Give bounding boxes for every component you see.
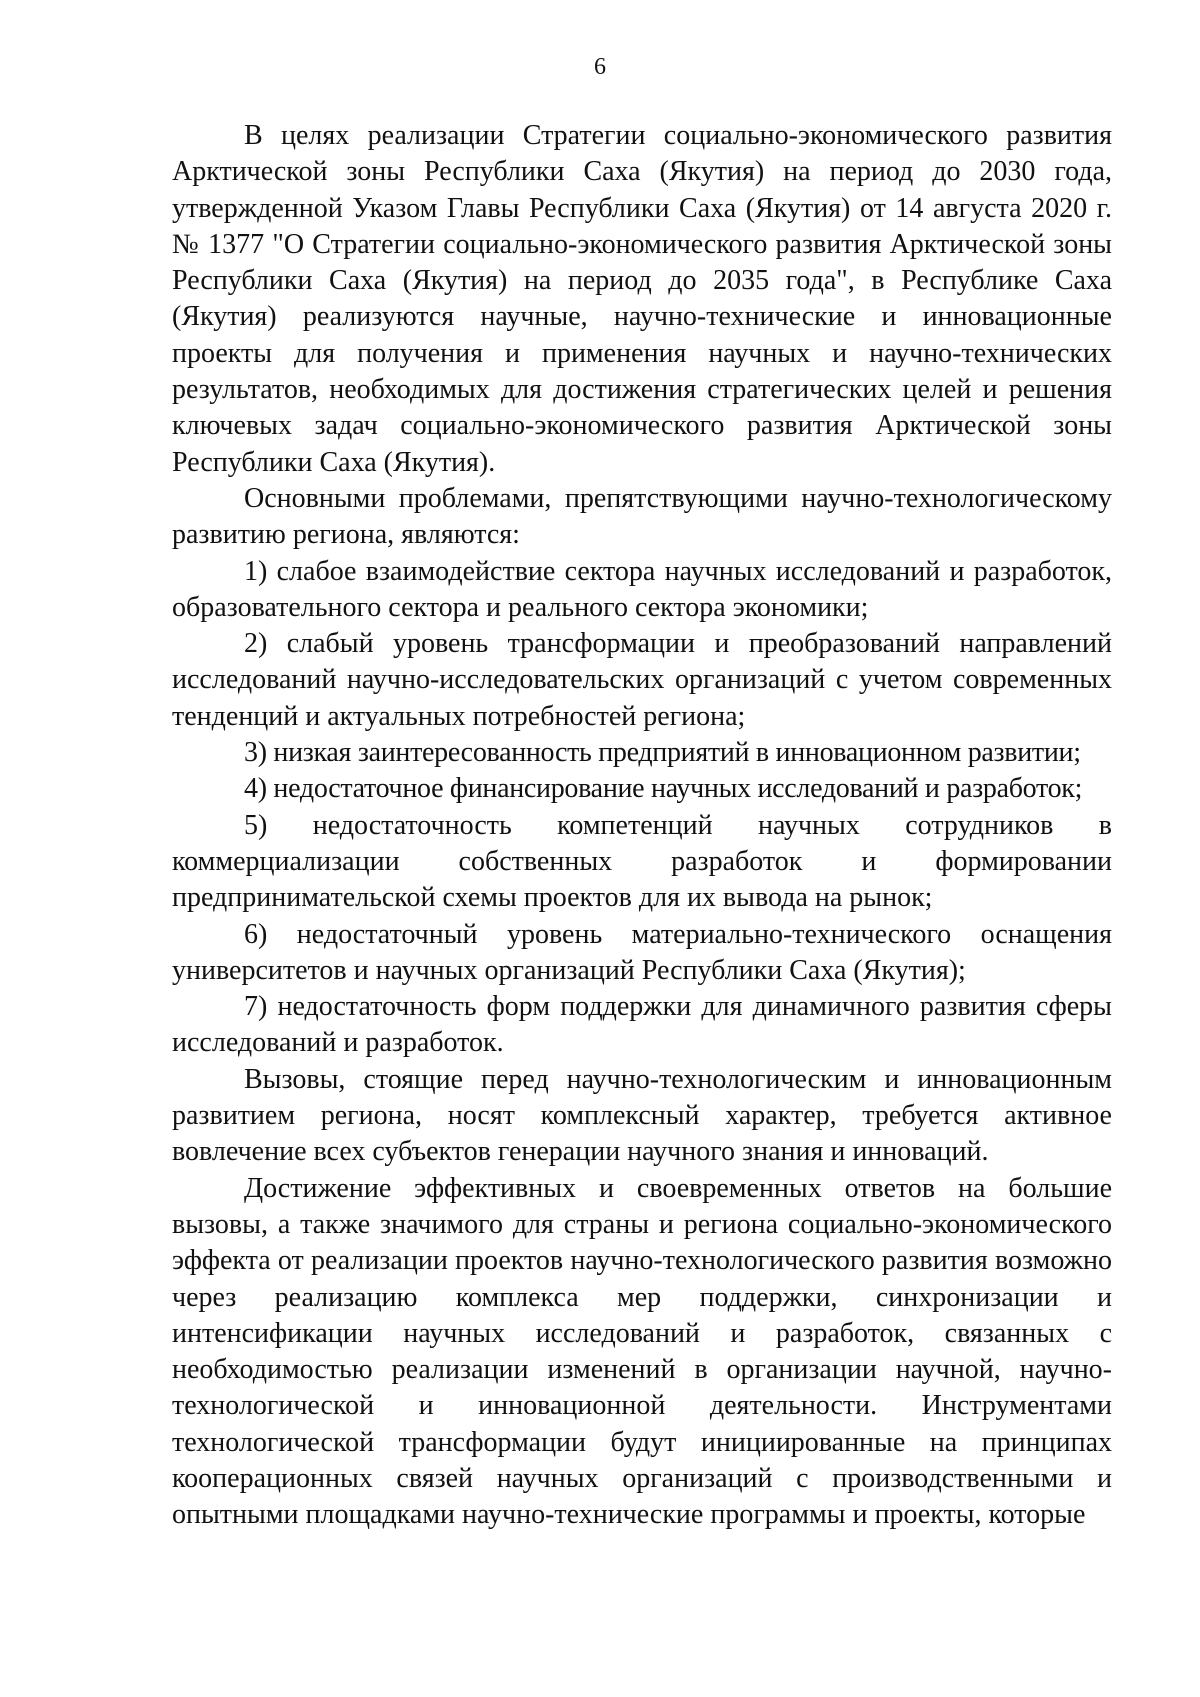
paragraph-achievement: Достижение эффективных и своевременных ответов на большие вызовы, а также значимого для страны и региона социально-экономического эффекта от реализации проектов научно-технологического развития возможно через реализацию комплекса мер поддержки, синхронизации и интенсификации научных исследований и разработок, связанных с необходимостью реализации изменений в организации научной, научно-технологической и инновационной деятельности. Инструментами технологической трансформации будут инициированные на принципах кооперационных связей научных организаций с производственными и опытными площадками научно-технические программы и проекты, которые: [172, 1172, 1112, 1531]
paragraph-strategy-intro: В целях реализации Стратегии социально-экономического развития Арктической зоны Республики Саха (Якутия) на период до 2030 года, утвержденной Указом Главы Республики Саха (Якутия) от 14 августа 2020 г. № 1377 "О Стратегии социально-экономического развития Арктической зоны Республики Саха (Якутия) на период до 2035 года", в Республике Саха (Якутия) реализуются научные, научно-технические и инновационные проекты для получения и применения научных и научно-технических результатов, необходимых для достижения стратегических целей и решения ключевых задач социально-экономического развития Арктической зоны Республики Саха (Якутия).: [172, 120, 1112, 478]
list-item-problem-1: 1) слабое взаимодействие сектора научных исследований и разработок, образовательного сектора и реального сектора экономики;: [172, 555, 1112, 623]
page-number: 6: [594, 54, 606, 80]
list-item-problem-4: 4) недостаточное финансирование научных исследований и разработок;: [244, 773, 1083, 805]
paragraph-challenges: Вызовы, стоящие перед научно-технологическим и инновационным развитием региона, носят комплексный характер, требуется активное вовлечение всех субъектов генерации научного знания и инноваций.: [172, 1063, 1112, 1168]
list-item-problem-2: 2) слабый уровень трансформации и преобразований направлений исследований научно-исследовательских организаций с учетом современных тенденций и актуальных потребностей региона;: [172, 628, 1112, 732]
list-item-problem-7: 7) недостаточность форм поддержки для динамичного развития сферы исследований и разработок.: [172, 991, 1112, 1059]
paragraph-problems-heading: Основными проблемами, препятствующими научно-технологическому развитию региона, являются:: [172, 482, 1112, 551]
list-item-problem-5: 5) недостаточность компетенций научных сотрудников в коммерциализации собственных разработок и формировании предпринимательской схемы проектов для их вывода на рынок;: [172, 809, 1112, 914]
list-item-problem-3: 3) низкая заинтересованность предприятий в инновационном развитии;: [244, 737, 1081, 769]
list-item-problem-6: 6) недостаточный уровень материально-технического оснащения университетов и научных организаций Республики Саха (Якутия);: [172, 918, 1112, 986]
document-body: [172, 118, 1112, 1534]
